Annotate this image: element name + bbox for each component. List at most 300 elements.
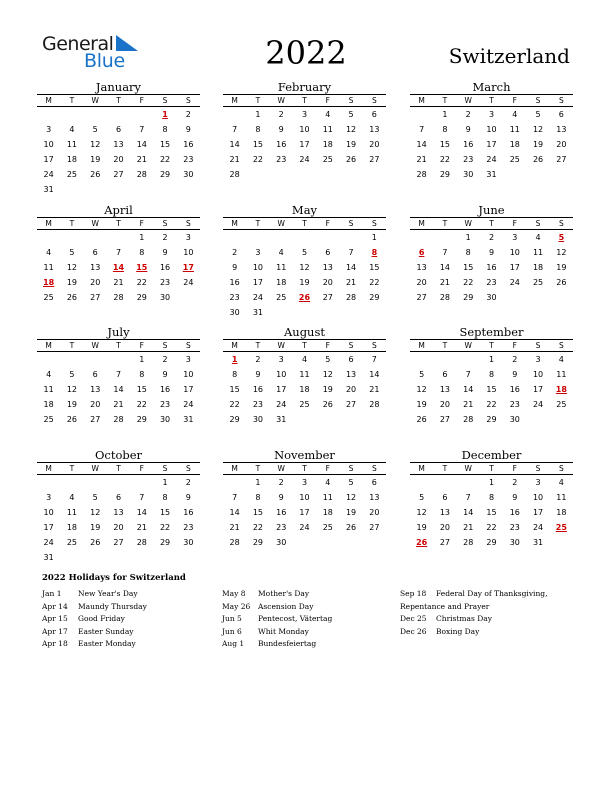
day-cell: 1 xyxy=(442,110,448,119)
day-grid xyxy=(410,339,573,427)
empty-day xyxy=(316,230,339,245)
holiday-column xyxy=(222,588,332,651)
day-cell: 4 xyxy=(535,233,541,242)
day-cell: 1 xyxy=(488,355,495,364)
day-cell: 1 xyxy=(465,233,471,242)
weekday-header: M xyxy=(37,462,60,475)
day-cell: 10 xyxy=(43,140,54,149)
holiday-name: Good Friday xyxy=(78,614,125,623)
holiday-item xyxy=(400,613,547,626)
day-cell: 21 xyxy=(463,400,474,409)
day-cell: 26 xyxy=(90,170,101,179)
day-cell: 27 xyxy=(416,293,427,302)
day-cell: 6 xyxy=(115,125,122,134)
day-cell: 27 xyxy=(345,400,357,409)
day-cell: 11 xyxy=(556,370,567,379)
day-grid xyxy=(410,94,573,182)
empty-day xyxy=(37,352,60,367)
day-cell: 4 xyxy=(558,478,564,487)
weekday-header: S xyxy=(550,94,573,107)
month-name: May xyxy=(291,203,318,217)
day-cell: 18 xyxy=(43,400,54,409)
day-cell: 7 xyxy=(419,125,425,134)
weekday-header: T xyxy=(107,217,130,230)
weekday-header: F xyxy=(503,94,526,107)
day-cell: 9 xyxy=(232,263,238,272)
holiday-name: Pentecost, Vätertag xyxy=(258,614,333,623)
weekday-header: S xyxy=(153,339,176,352)
day-cell: 5 xyxy=(325,355,331,364)
weekday-header: T xyxy=(60,462,83,475)
day-cell: 29 xyxy=(369,293,380,302)
day-cell: 30 xyxy=(486,293,497,302)
holiday-date: Jun 5 xyxy=(222,614,242,623)
day-cell: 17 xyxy=(509,263,520,272)
empty-day xyxy=(37,475,60,490)
day-cell: 19 xyxy=(90,155,101,164)
weekday-header: S xyxy=(177,94,200,107)
day-cell: 4 xyxy=(301,355,308,364)
day-cell: 1 xyxy=(488,478,495,487)
day-cell: 23 xyxy=(509,523,520,532)
day-cell: 26 xyxy=(532,155,544,164)
weekday-header: S xyxy=(550,339,573,352)
weekday-header: F xyxy=(316,462,339,475)
day-cell: 25 xyxy=(299,400,310,409)
day-cell: 31 xyxy=(43,185,54,194)
day-cell: 6 xyxy=(115,493,122,502)
weekday-header: S xyxy=(526,217,549,230)
day-cell: 25 xyxy=(43,293,54,302)
day-cell: 19 xyxy=(299,278,310,287)
weekday-header: F xyxy=(316,94,339,107)
day-cell: 29 xyxy=(159,538,171,547)
holiday-item xyxy=(222,588,332,601)
holiday-name: Bundesfeiertag xyxy=(258,639,317,648)
empty-day xyxy=(84,230,107,245)
day-cell: 6 xyxy=(442,370,448,379)
month-december xyxy=(410,448,573,550)
day-cell: 5 xyxy=(92,125,98,134)
weekday-header: W xyxy=(270,339,293,352)
holiday-day: 25 xyxy=(555,523,567,532)
weekday-header: T xyxy=(433,217,456,230)
month-february xyxy=(223,80,386,182)
day-cell: 20 xyxy=(345,385,357,394)
day-cell: 20 xyxy=(369,140,380,149)
day-cell: 27 xyxy=(369,155,380,164)
day-cell: 30 xyxy=(183,538,194,547)
holiday-date: Sep 18 xyxy=(400,589,427,598)
weekday-header: S xyxy=(177,339,200,352)
weekday-header: M xyxy=(223,94,246,107)
day-cell: 10 xyxy=(183,248,194,257)
day-cell: 30 xyxy=(159,415,171,424)
day-cell: 23 xyxy=(183,523,194,532)
day-cell: 12 xyxy=(416,385,427,394)
day-cell: 7 xyxy=(139,493,145,502)
day-cell: 24 xyxy=(43,170,54,179)
day-cell: 13 xyxy=(416,263,427,272)
weekday-header: F xyxy=(503,339,526,352)
empty-day xyxy=(223,230,246,245)
day-cell: 15 xyxy=(439,140,451,149)
day-cell: 20 xyxy=(556,140,567,149)
weekday-header: T xyxy=(107,462,130,475)
day-cell: 22 xyxy=(159,155,171,164)
empty-day xyxy=(410,230,433,245)
day-cell: 20 xyxy=(439,400,451,409)
day-cell: 16 xyxy=(486,263,497,272)
day-cell: 30 xyxy=(463,170,474,179)
month-name: April xyxy=(104,203,133,217)
weekday-header: S xyxy=(177,462,200,475)
day-cell: 15 xyxy=(486,385,497,394)
day-cell: 3 xyxy=(46,493,52,502)
day-cell: 14 xyxy=(113,385,124,394)
holiday-item xyxy=(222,601,332,614)
day-cell: 16 xyxy=(183,508,194,517)
weekday-header: M xyxy=(37,94,60,107)
day-cell: 14 xyxy=(463,508,474,517)
weekday-header: S xyxy=(363,339,386,352)
day-cell: 3 xyxy=(185,233,191,242)
day-cell: 26 xyxy=(66,293,78,302)
month-july xyxy=(37,325,200,427)
day-grid xyxy=(223,462,386,550)
weekday-header: W xyxy=(270,94,293,107)
day-cell: 26 xyxy=(345,523,357,532)
day-cell: 14 xyxy=(463,385,474,394)
day-cell: 5 xyxy=(69,248,75,257)
day-cell: 17 xyxy=(183,385,194,394)
day-cell: 24 xyxy=(183,278,194,287)
holiday-item xyxy=(400,601,547,614)
day-cell: 9 xyxy=(465,125,471,134)
day-cell: 5 xyxy=(92,493,98,502)
day-cell: 31 xyxy=(276,415,287,424)
weekday-header: W xyxy=(84,339,107,352)
day-cell: 8 xyxy=(488,493,495,502)
day-cell: 22 xyxy=(486,523,497,532)
day-cell: 6 xyxy=(558,110,564,119)
day-cell: 2 xyxy=(162,355,168,364)
holiday-name: Boxing Day xyxy=(436,626,480,636)
holiday-day: 26 xyxy=(298,293,311,302)
day-cell: 27 xyxy=(439,538,451,547)
day-cell: 13 xyxy=(90,385,101,394)
day-cell: 25 xyxy=(532,278,544,287)
weekday-header: S xyxy=(526,339,549,352)
holiday-name: Ascension Day xyxy=(258,601,314,611)
weekday-header: M xyxy=(410,94,433,107)
day-cell: 25 xyxy=(322,155,333,164)
day-cell: 27 xyxy=(113,170,124,179)
day-cell: 26 xyxy=(345,155,357,164)
day-cell: 28 xyxy=(369,400,380,409)
weekday-header: T xyxy=(480,94,503,107)
day-cell: 24 xyxy=(532,400,544,409)
weekday-header: F xyxy=(130,462,153,475)
day-cell: 16 xyxy=(252,385,264,394)
day-cell: 7 xyxy=(139,125,145,134)
day-cell: 16 xyxy=(276,508,287,517)
day-cell: 4 xyxy=(46,370,52,379)
month-name: December xyxy=(461,448,522,462)
day-cell: 10 xyxy=(299,493,310,502)
holiday-date: May 8 xyxy=(222,589,246,598)
holiday-item xyxy=(222,638,332,651)
empty-day xyxy=(60,475,83,490)
month-january xyxy=(37,80,200,197)
weekday-header: M xyxy=(37,339,60,352)
day-cell: 28 xyxy=(136,170,147,179)
day-cell: 8 xyxy=(255,125,261,134)
day-cell: 14 xyxy=(345,263,357,272)
day-cell: 10 xyxy=(299,125,310,134)
day-cell: 4 xyxy=(69,493,75,502)
weekday-header: T xyxy=(433,94,456,107)
month-name: January xyxy=(95,80,142,94)
holiday-item xyxy=(222,626,332,639)
day-cell: 11 xyxy=(532,248,544,257)
day-cell: 9 xyxy=(162,370,168,379)
day-cell: 28 xyxy=(229,538,240,547)
weekday-header: T xyxy=(107,339,130,352)
day-cell: 24 xyxy=(486,155,497,164)
day-cell: 6 xyxy=(348,355,354,364)
holiday-date: Aug 1 xyxy=(222,639,245,648)
day-grid xyxy=(223,94,386,182)
day-cell: 12 xyxy=(345,493,357,502)
day-grid xyxy=(410,217,573,305)
day-cell: 14 xyxy=(416,140,427,149)
day-cell: 15 xyxy=(252,140,264,149)
day-cell: 30 xyxy=(183,170,194,179)
day-cell: 11 xyxy=(66,140,78,149)
day-cell: 22 xyxy=(369,278,380,287)
month-april xyxy=(37,203,200,305)
day-cell: 21 xyxy=(229,155,240,164)
weekday-header: S xyxy=(526,462,549,475)
day-cell: 16 xyxy=(509,508,520,517)
day-cell: 29 xyxy=(229,415,240,424)
weekday-header: M xyxy=(223,462,246,475)
day-cell: 7 xyxy=(348,248,354,257)
holiday-item xyxy=(42,588,147,601)
day-cell: 6 xyxy=(92,248,98,257)
day-cell: 6 xyxy=(92,370,98,379)
day-cell: 19 xyxy=(416,400,427,409)
weekday-header: M xyxy=(223,339,246,352)
day-cell: 15 xyxy=(369,263,380,272)
day-cell: 5 xyxy=(535,110,541,119)
day-cell: 18 xyxy=(276,278,287,287)
weekday-header: S xyxy=(177,217,200,230)
month-march xyxy=(410,80,573,182)
day-cell: 8 xyxy=(465,248,471,257)
empty-day xyxy=(339,230,362,245)
day-cell: 6 xyxy=(371,478,377,487)
weekday-header: T xyxy=(60,94,83,107)
holiday-date: Dec 25 xyxy=(400,614,427,623)
weekday-header: W xyxy=(84,462,107,475)
holiday-item xyxy=(42,626,147,639)
day-cell: 23 xyxy=(159,400,171,409)
day-cell: 12 xyxy=(66,263,78,272)
day-cell: 2 xyxy=(185,110,191,119)
holiday-day: 1 xyxy=(231,355,238,364)
holiday-day: 15 xyxy=(136,263,148,272)
holiday-item xyxy=(42,601,147,614)
day-cell: 2 xyxy=(278,478,284,487)
day-cell: 2 xyxy=(185,478,191,487)
empty-day xyxy=(60,107,83,122)
day-cell: 7 xyxy=(465,370,471,379)
day-cell: 16 xyxy=(463,140,474,149)
empty-day xyxy=(84,475,107,490)
day-cell: 30 xyxy=(276,538,287,547)
day-cell: 14 xyxy=(229,140,240,149)
day-cell: 25 xyxy=(276,293,287,302)
holiday-date: Apr 14 xyxy=(42,601,68,611)
day-cell: 20 xyxy=(113,523,124,532)
weekday-header: T xyxy=(246,339,269,352)
day-cell: 19 xyxy=(345,508,357,517)
day-cell: 10 xyxy=(43,508,54,517)
day-cell: 12 xyxy=(345,125,357,134)
day-cell: 9 xyxy=(512,370,518,379)
empty-day xyxy=(433,230,456,245)
month-september xyxy=(410,325,573,427)
day-cell: 17 xyxy=(43,523,54,532)
empty-day xyxy=(270,230,293,245)
holiday-day: 18 xyxy=(43,278,55,287)
weekday-header: T xyxy=(293,94,316,107)
weekday-header: F xyxy=(503,462,526,475)
weekday-header: T xyxy=(293,462,316,475)
weekday-header: T xyxy=(60,217,83,230)
day-cell: 12 xyxy=(416,508,427,517)
day-cell: 27 xyxy=(90,415,101,424)
weekday-header: F xyxy=(316,217,339,230)
day-cell: 7 xyxy=(465,493,471,502)
weekday-header: S xyxy=(339,94,362,107)
holiday-date: Jan 1 xyxy=(42,589,62,598)
day-cell: 10 xyxy=(532,370,544,379)
day-cell: 3 xyxy=(535,478,541,487)
day-cell: 8 xyxy=(139,248,145,257)
day-cell: 5 xyxy=(419,370,425,379)
day-cell: 30 xyxy=(509,538,520,547)
day-cell: 6 xyxy=(325,248,331,257)
day-cell: 12 xyxy=(532,125,544,134)
empty-day xyxy=(410,475,433,490)
day-cell: 22 xyxy=(463,278,474,287)
month-name: August xyxy=(283,325,325,339)
day-cell: 22 xyxy=(136,400,147,409)
day-cell: 4 xyxy=(325,110,331,119)
day-cell: 25 xyxy=(66,538,78,547)
weekday-header: S xyxy=(153,217,176,230)
weekday-header: W xyxy=(84,217,107,230)
day-cell: 17 xyxy=(299,508,310,517)
day-cell: 26 xyxy=(66,415,78,424)
day-cell: 26 xyxy=(322,400,333,409)
day-cell: 18 xyxy=(66,523,78,532)
day-cell: 13 xyxy=(369,125,380,134)
weekday-header: T xyxy=(60,339,83,352)
day-cell: 13 xyxy=(90,263,101,272)
day-cell: 3 xyxy=(488,110,495,119)
day-cell: 2 xyxy=(488,233,495,242)
day-grid xyxy=(37,462,200,565)
day-cell: 20 xyxy=(90,400,101,409)
day-cell: 26 xyxy=(556,278,567,287)
day-cell: 4 xyxy=(558,355,564,364)
day-cell: 11 xyxy=(322,493,333,502)
day-cell: 11 xyxy=(556,493,567,502)
day-cell: 23 xyxy=(276,155,287,164)
day-cell: 11 xyxy=(66,508,78,517)
day-cell: 1 xyxy=(139,233,145,242)
day-cell: 9 xyxy=(162,248,168,257)
day-cell: 9 xyxy=(488,248,495,257)
empty-day xyxy=(37,230,60,245)
day-cell: 13 xyxy=(439,508,451,517)
empty-day xyxy=(107,230,130,245)
day-cell: 20 xyxy=(439,523,451,532)
month-august xyxy=(223,325,386,427)
day-cell: 19 xyxy=(322,385,333,394)
empty-day xyxy=(246,230,269,245)
day-cell: 8 xyxy=(488,370,495,379)
month-name: September xyxy=(459,325,524,339)
day-cell: 18 xyxy=(509,140,520,149)
day-cell: 30 xyxy=(252,415,264,424)
holiday-name: Christmas Day xyxy=(436,614,492,623)
weekday-header: M xyxy=(410,339,433,352)
day-cell: 24 xyxy=(299,155,310,164)
day-cell: 18 xyxy=(322,508,333,517)
day-cell: 22 xyxy=(486,400,497,409)
holiday-day: 5 xyxy=(558,233,565,242)
day-cell: 4 xyxy=(46,248,52,257)
day-cell: 18 xyxy=(532,263,544,272)
day-cell: 2 xyxy=(465,110,471,119)
day-cell: 4 xyxy=(325,478,331,487)
holiday-date: May 26 xyxy=(222,601,251,611)
day-cell: 21 xyxy=(369,385,380,394)
day-cell: 26 xyxy=(90,538,101,547)
day-cell: 9 xyxy=(255,370,261,379)
weekday-header: S xyxy=(550,217,573,230)
day-cell: 21 xyxy=(113,400,124,409)
day-cell: 7 xyxy=(371,355,377,364)
holiday-name: Easter Sunday xyxy=(78,626,134,636)
day-cell: 31 xyxy=(183,415,194,424)
day-cell: 6 xyxy=(371,110,377,119)
day-cell: 12 xyxy=(556,248,567,257)
day-cell: 26 xyxy=(416,415,427,424)
day-cell: 9 xyxy=(512,493,518,502)
day-cell: 20 xyxy=(90,278,101,287)
day-cell: 3 xyxy=(278,355,284,364)
day-cell: 28 xyxy=(229,170,240,179)
holiday-name: Repentance and Prayer xyxy=(400,601,490,611)
empty-day xyxy=(410,352,433,367)
holiday-item xyxy=(42,613,147,626)
